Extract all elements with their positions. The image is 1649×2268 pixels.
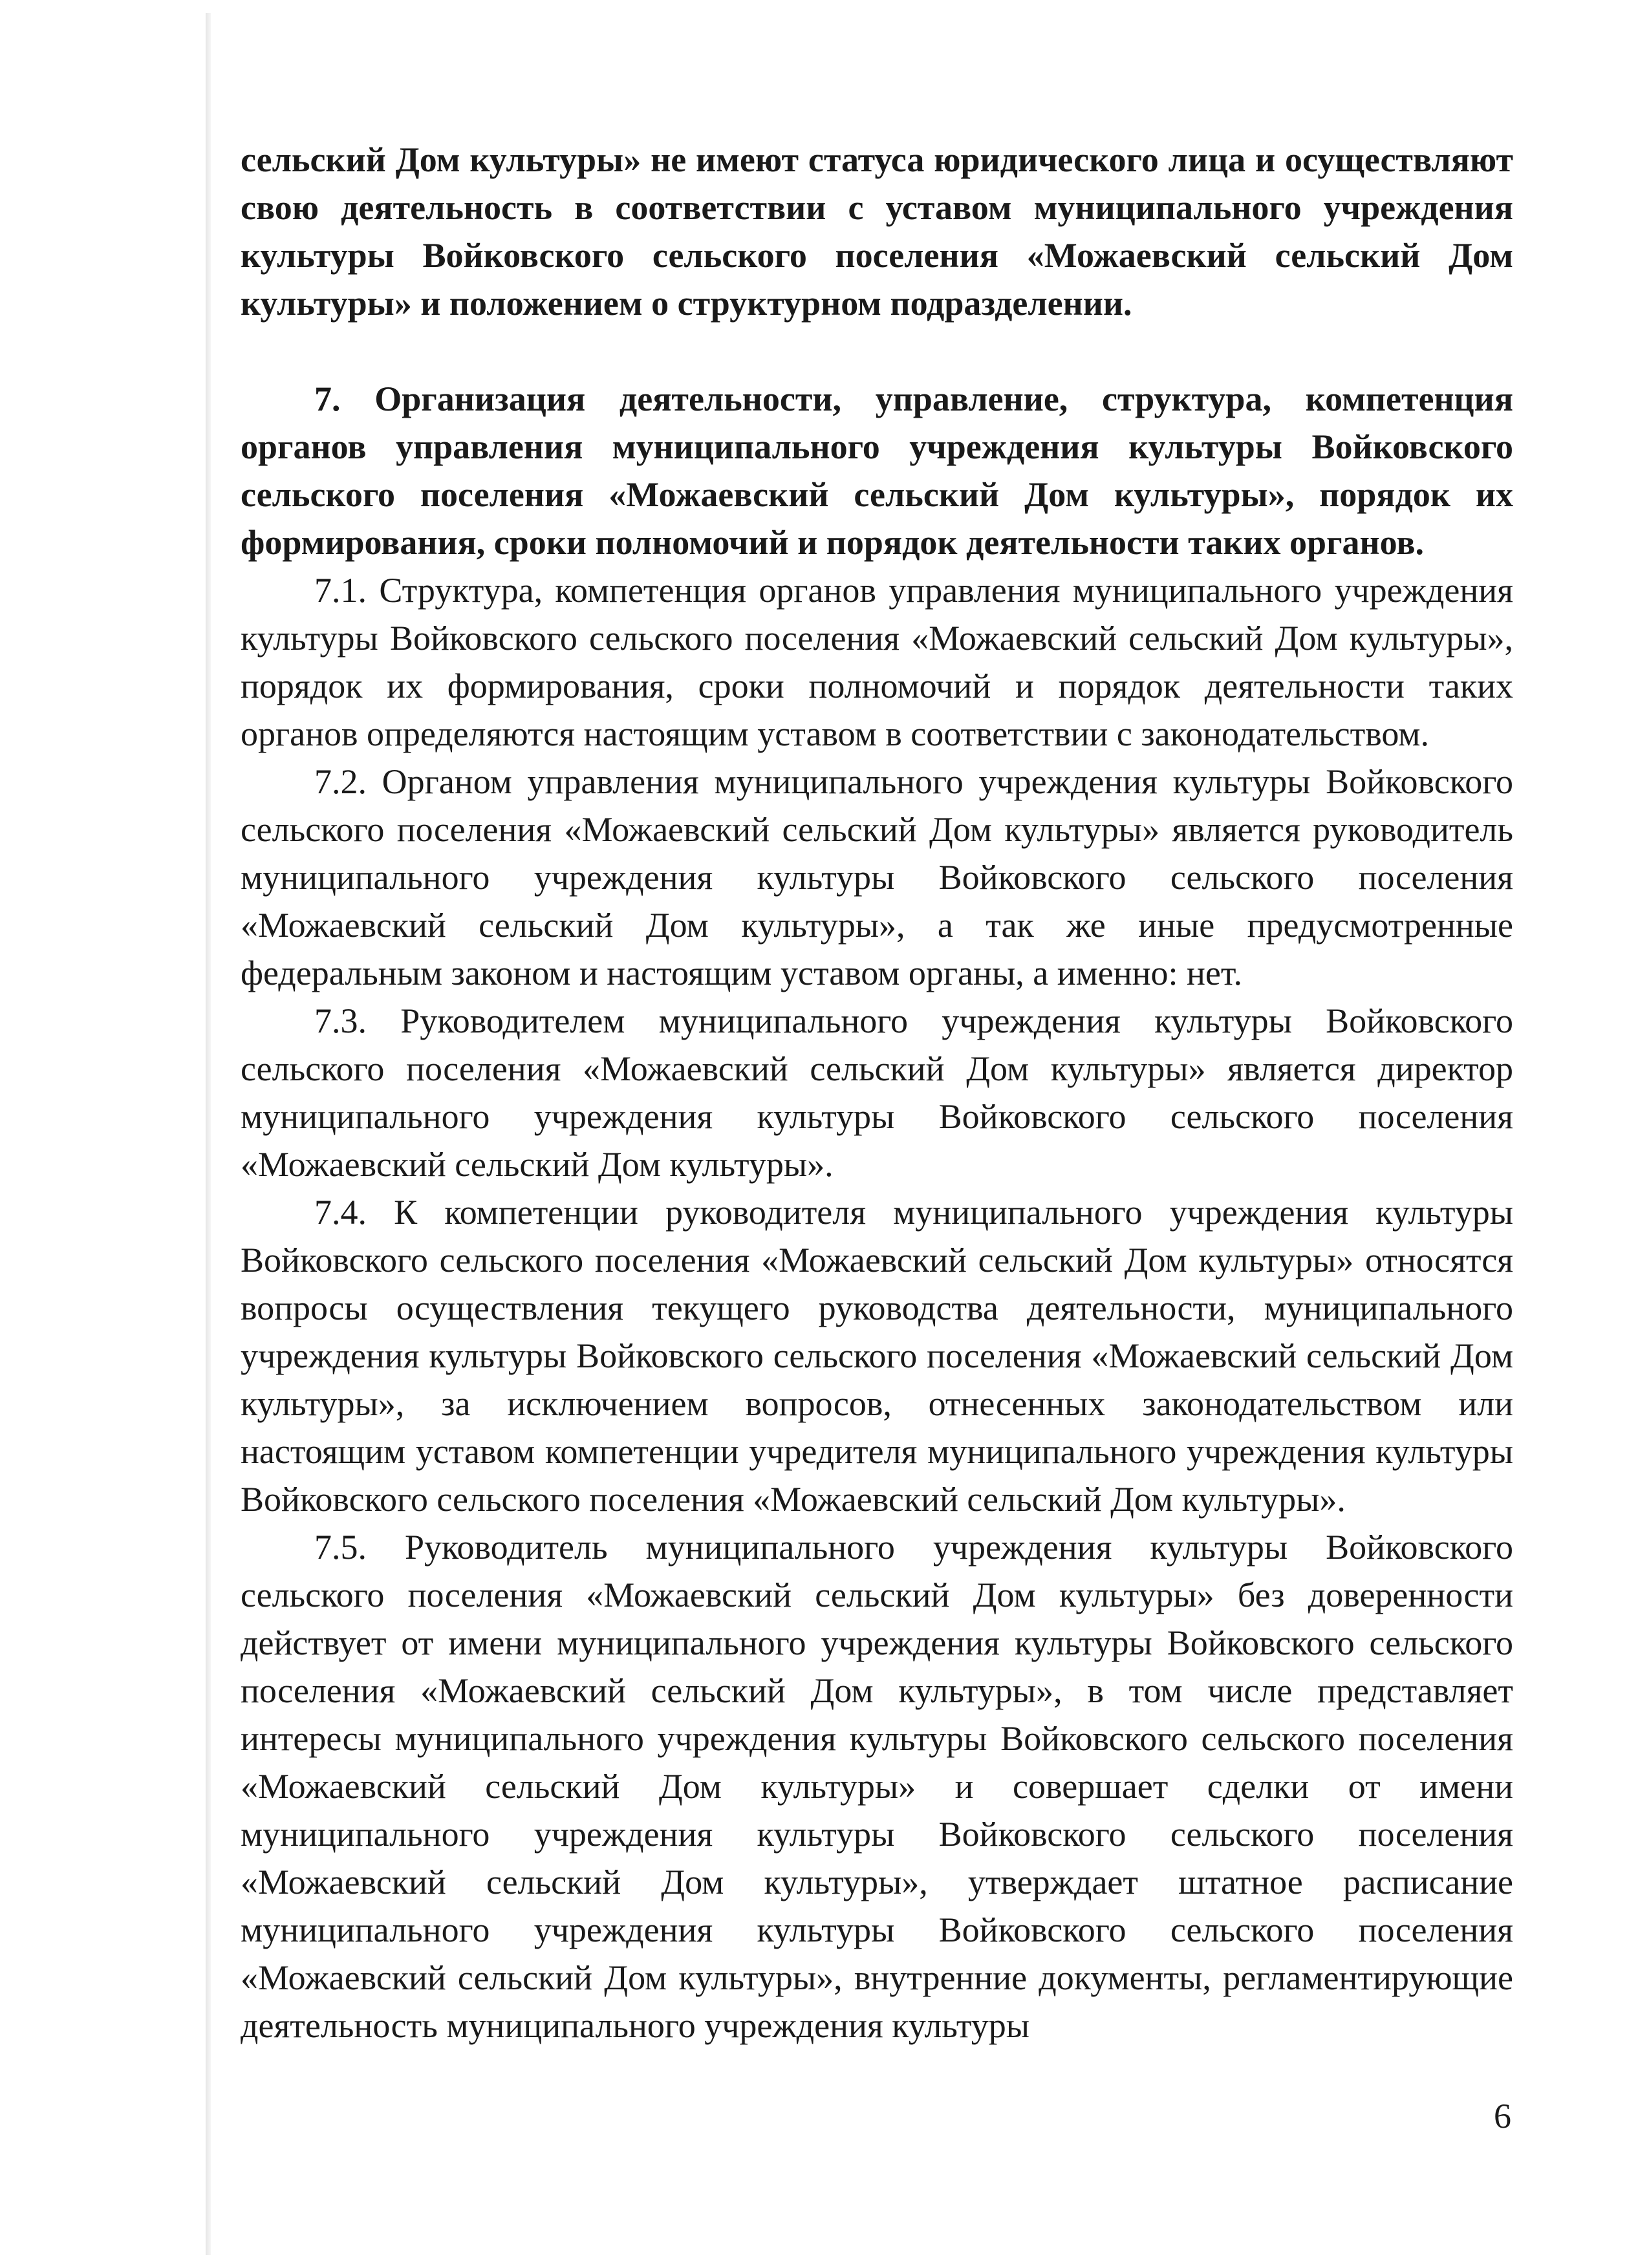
paragraph-7-3: 7.3. Руководителем муниципального учреждения культуры Войковского сельского поселения «Можаевский сельский Дом культуры» является директор муниципального учреждения культуры Войковского сельского поселения «Можаевский сельский Дом культуры».	[241, 1001, 1513, 1184]
section-heading: 7. Организация деятельности, управление, структура, компетенция органов управления муниципального учреждения культуры Войковского сельского поселения «Можаевский сельский Дом культуры», порядок их формирования, сроки полномочий и порядок деятельности таких органов.	[241, 380, 1513, 562]
intro-paragraph: сельский Дом культуры» не имеют статуса юридического лица и осуществляют свою деятельность в соответствии с уставом муниципального учреждения культуры Войковского сельского поселения «Можаевский сельский Дом культуры» и положением о структурном подразделении.	[241, 140, 1513, 323]
paragraph-7-1: 7.1. Структура, компетенция органов управления муниципального учреждения культуры Войковского сельского поселения «Можаевский сельский Дом культуры», порядок их формирования, сроки полномочий и порядок деятельности таких органов определяются настоящим уставом в соответствии с законодательством.	[241, 571, 1513, 753]
document-body	[241, 136, 1513, 2049]
paragraph-7-5: 7.5. Руководитель муниципального учреждения культуры Войковского сельского поселения «Можаевский сельский Дом культуры» без доверенности действует от имени муниципального учреждения культуры Войковского сельского поселения «Можаевский сельский Дом культуры», в том числе представляет интересы муниципального учреждения культуры Войковского сельского поселения «Можаевский сельский Дом культуры» и совершает сделки от имени муниципального учреждения культуры Войковского сельского поселения «Можаевский сельский Дом культуры», утверждает штатное расписание муниципального учреждения культуры Войковского сельского поселения «Можаевский сельский Дом культуры», внутренние документы, регламентирующие деятельность муниципального учреждения культуры	[241, 1528, 1513, 2045]
paragraph-7-2: 7.2. Органом управления муниципального учреждения культуры Войковского сельского поселения «Можаевский сельский Дом культуры» является руководитель муниципального учреждения культуры Войковского сельского поселения «Можаевский сельский Дом культуры», а так же иные предусмотренные федеральным законом и настоящим уставом органы, а именно: нет.	[241, 762, 1513, 992]
paragraph-7-4: 7.4. К компетенции руководителя муниципального учреждения культуры Войковского сельского поселения «Можаевский сельский Дом культуры» относятся вопросы осуществления текущего руководства деятельности, муниципального учреждения культуры Войковского сельского поселения «Можаевский сельский Дом культуры», за исключением вопросов, отнесенных законодательством или настоящим уставом компетенции учредителя муниципального учреждения культуры Войковского сельского поселения «Можаевский сельский Дом культуры».	[241, 1193, 1513, 1519]
page-number: 6	[1494, 2097, 1511, 2135]
scan-page-edge	[206, 13, 211, 2255]
